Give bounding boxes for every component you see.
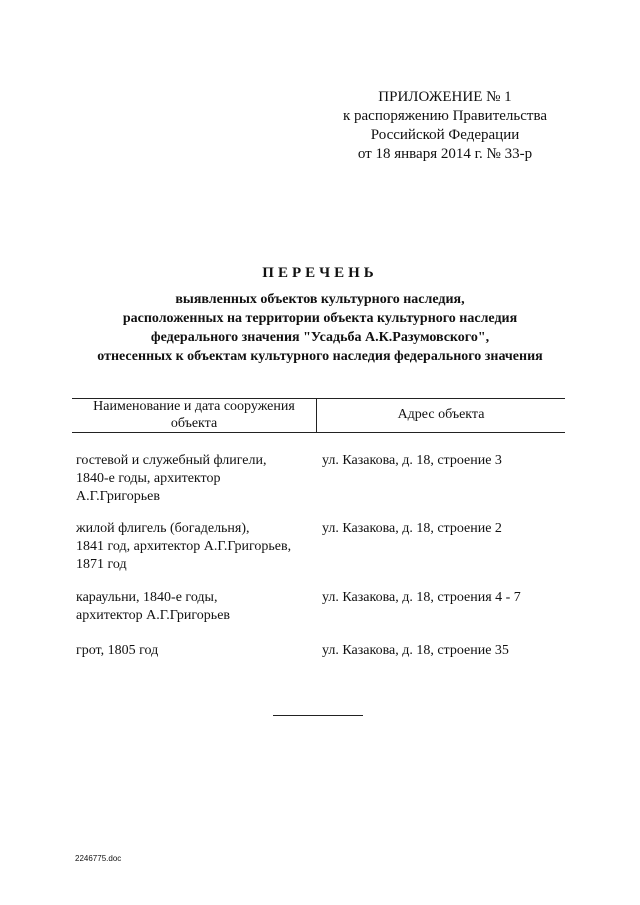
object-name-line: гостевой и служебный флигели,	[76, 453, 267, 468]
object-address-cell: ул. Казакова, д. 18, строение 3	[322, 453, 502, 468]
object-name-line: жилой флигель (богадельня),	[76, 521, 250, 536]
annex-line-government: Российской Федерации	[370, 127, 520, 143]
column-header-name-line2: объекта	[170, 416, 218, 431]
end-of-list-rule	[273, 715, 363, 716]
table-header	[72, 392, 565, 432]
object-name-line: 1841 год, архитектор А.Г.Григорьев,	[76, 539, 292, 554]
annex-number: ПРИЛОЖЕНИЕ № 1	[378, 89, 512, 105]
subtitle-line: расположенных на территории объекта культурного наследия	[122, 311, 518, 326]
column-header-name	[72, 398, 316, 432]
object-name-cell	[76, 589, 316, 625]
object-name-line: 1871 год	[76, 557, 127, 572]
subtitle-line: федерального значения "Усадьба А.К.Разумовского",	[150, 330, 490, 345]
object-name-line: А.Г.Григорьев	[76, 489, 160, 504]
annex-block	[330, 88, 560, 164]
object-name-cell	[76, 642, 316, 660]
object-address-cell: ул. Казакова, д. 18, строения 4 - 7	[322, 590, 521, 605]
document-heading: ПЕРЕЧЕНЬ	[262, 265, 378, 281]
object-name-line: грот, 1805 год	[76, 643, 159, 658]
object-name-line: архитектор А.Г.Григорьев	[76, 608, 231, 623]
subtitle-line: выявленных объектов культурного наследия,	[175, 292, 465, 307]
column-header-name-line1: Наименование и дата сооружения	[93, 399, 295, 414]
object-name-cell	[76, 520, 316, 574]
annex-line-date: от 18 января 2014 г. № 33-р	[357, 146, 533, 162]
file-name-footer: 2246775.doc	[75, 854, 122, 863]
object-name-cell	[76, 452, 316, 506]
column-header-address: Адрес объекта	[397, 407, 485, 422]
document-subtitle	[60, 290, 580, 366]
annex-line-order: к распоряжению Правительства	[342, 108, 547, 124]
subtitle-line: отнесенных к объектам культурного наследия федерального значения	[97, 349, 543, 364]
object-name-line: караульни, 1840-е годы,	[76, 590, 218, 605]
object-name-line: 1840-е годы, архитектор	[76, 471, 221, 486]
object-address-cell: ул. Казакова, д. 18, строение 2	[322, 521, 502, 536]
object-address-cell: ул. Казакова, д. 18, строение 35	[322, 643, 509, 658]
table-header-rule	[72, 432, 565, 433]
